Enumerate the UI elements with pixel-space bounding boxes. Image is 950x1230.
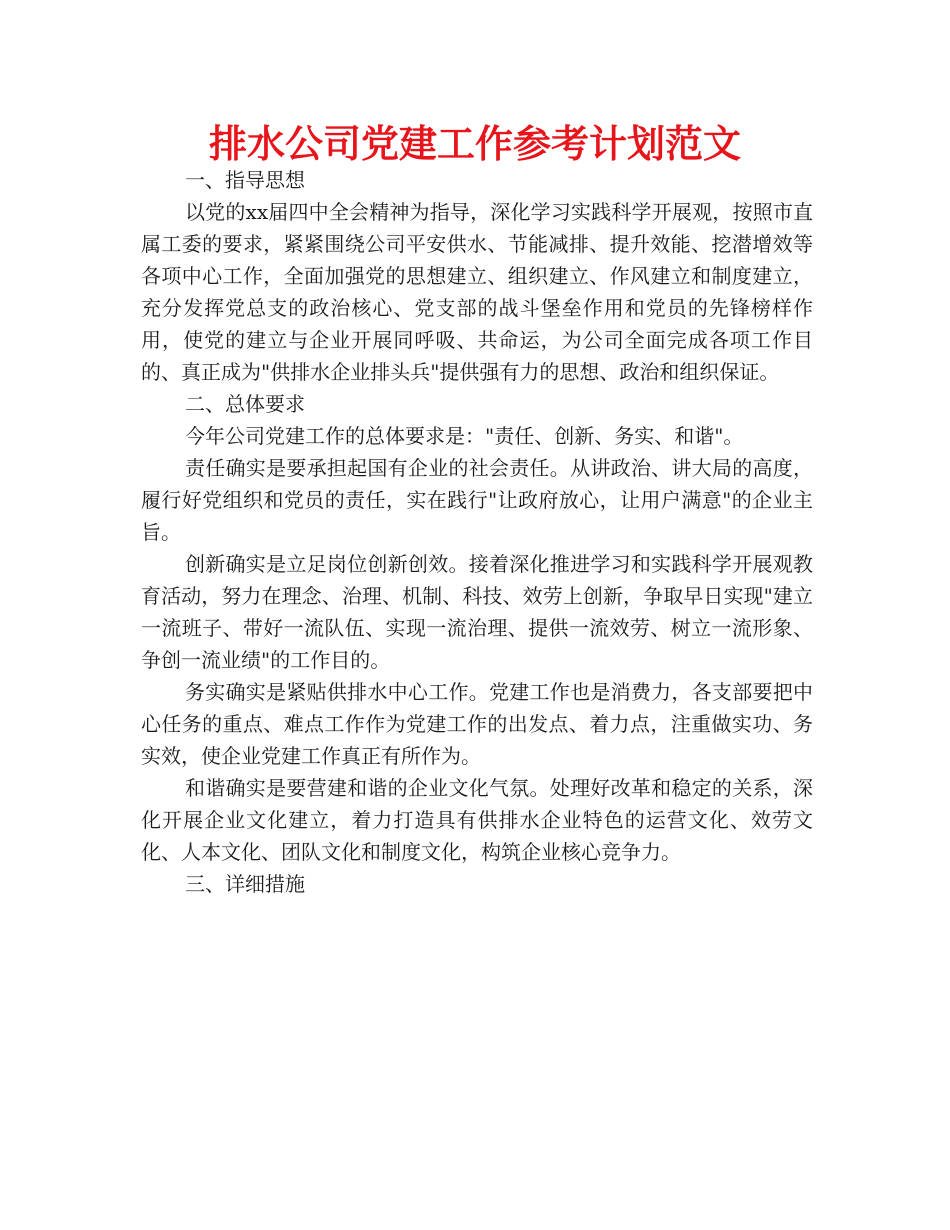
section-heading-detailed-measures: 三、详细措施 — [185, 872, 305, 896]
section-heading-guiding-thought: 一、指导思想 — [185, 168, 305, 192]
document-title: 排水公司党建工作参考计划范文 — [208, 122, 741, 166]
section-heading-general-requirements: 二、总体要求 — [185, 392, 305, 416]
paragraph-innovation: 创新确实是立足岗位创新创效。接着深化推进学习和实践科学开展观教育活动，努力在理念、治理、机制、科技、效劳上创新，争取早日实现"建立一流班子、带好一流队伍、实现一流治理、提供一流效劳、树立一流形象、争创一流业绩"的工作目的。 — [141, 552, 813, 672]
paragraph-pragmatism: 务实确实是紧贴供排水中心工作。党建工作也是消费力，各支部要把中心任务的重点、难点工作作为党建工作的出发点、着力点，注重做实功、务实效，使企业党建工作真正有所作为。 — [141, 680, 813, 768]
paragraph-guiding-thought: 以党的xx届四中全会精神为指导，深化学习实践科学开展观，按照市直属工委的要求，紧紧围绕公司平安供水、节能减排、提升效能、挖潜增效等各项中心工作，全面加强党的思想建立、组织建立、作风建立和制度建立，充分发挥党总支的政治核心、党支部的战斗堡垒作用和党员的先锋榜样作用，使党的建立与企业开展同呼吸、共命运，为公司全面完成各项工作目的、真正成为"供排水企业排头兵"提供强有力的思想、政治和组织保证。 — [141, 200, 813, 384]
paragraph-harmony: 和谐确实是要营建和谐的企业文化气氛。处理好改革和稳定的关系，深化开展企业文化建立，着力打造具有供排水企业特色的运营文化、效劳文化、人本文化、团队文化和制度文化，构筑企业核心竞争力。 — [141, 776, 813, 864]
paragraph-general-requirements: 今年公司党建工作的总体要求是："责任、创新、务实、和谐"。 — [185, 424, 744, 448]
paragraph-responsibility: 责任确实是要承担起国有企业的社会责任。从讲政治、讲大局的高度，履行好党组织和党员的责任，实在践行"让政府放心，让用户满意"的企业主旨。 — [141, 456, 813, 544]
document-body — [141, 164, 813, 900]
